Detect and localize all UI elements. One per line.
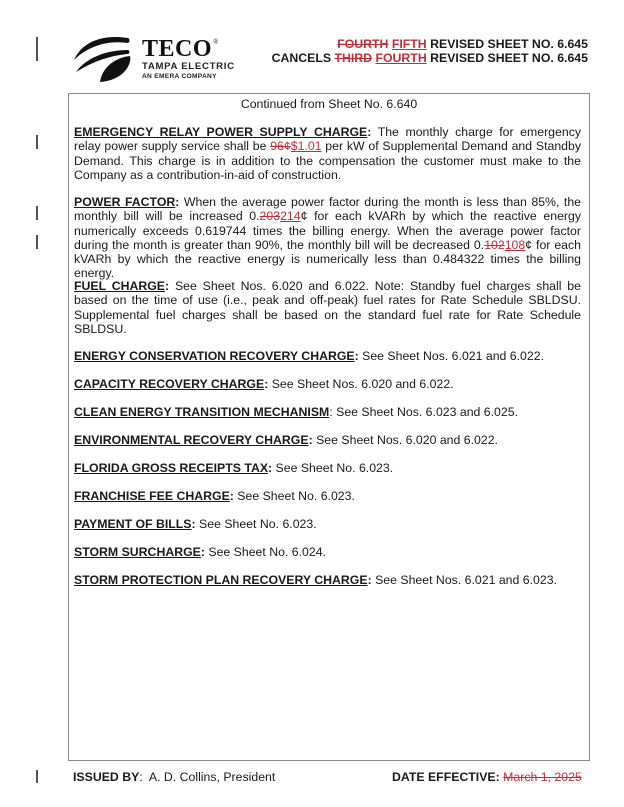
deleted-revision: THIRD <box>334 51 373 65</box>
deleted-value: 203 <box>259 209 281 224</box>
change-bar <box>36 206 38 220</box>
tariff-content-box <box>68 93 590 761</box>
deleted-revision: FOURTH <box>337 37 389 51</box>
section-clean-energy: CLEAN ENERGY TRANSITION MECHANISM: See Sheet Nos. 6.023 and 6.025. <box>74 405 518 419</box>
section-fuel-charge: FUEL CHARGE: See Sheet Nos. 6.020 and 6.022. Note: Standby fuel charges shall be based on the time of use (i.e., peak and off-peak) fuel rates for Rate Schedule SBLDSU. Supplemental fuel charges shall be based on the standard fuel rate for Rate Schedule SBLDSU. <box>74 279 581 336</box>
teco-swoosh-icon <box>72 34 136 84</box>
section-franchise-fee: FRANCHISE FEE CHARGE: See Sheet No. 6.023. <box>74 489 355 503</box>
inserted-revision: FIFTH <box>391 37 427 51</box>
change-bar <box>36 235 38 249</box>
section-energy-conservation: ENERGY CONSERVATION RECOVERY CHARGE: See Sheet Nos. 6.021 and 6.022. <box>74 349 544 363</box>
section-emergency-relay: EMERGENCY RELAY POWER SUPPLY CHARGE: The monthly charge for emergency relay power supply service shall be 96¢$1.01 per kW of Supplemental Demand and Standby Demand. This charge is in addition to the compensation the customer must make to the Company as a contribution-in-aid of construction. <box>74 125 581 182</box>
teco-logo <box>72 34 242 84</box>
section-storm-protection: STORM PROTECTION PLAN RECOVERY CHARGE: See Sheet Nos. 6.021 and 6.023. <box>74 573 557 587</box>
section-heading: CAPACITY RECOVERY CHARGE <box>74 377 265 391</box>
section-heading: STORM PROTECTION PLAN RECOVERY CHARGE <box>74 573 368 587</box>
section-heading: FUEL CHARGE <box>74 279 166 293</box>
change-bar <box>36 135 38 149</box>
cancels-sheet-line: CANCELS THIRD FOURTH REVISED SHEET NO. 6.645 <box>271 51 588 65</box>
change-bar <box>36 37 38 61</box>
change-bar <box>36 770 38 783</box>
section-heading: PAYMENT OF BILLS <box>74 517 192 531</box>
section-capacity-recovery: CAPACITY RECOVERY CHARGE: See Sheet Nos. 6.020 and 6.022. <box>74 377 454 391</box>
inserted-value: 108 <box>504 237 526 252</box>
deleted-date: March 1, 2025 <box>503 770 582 784</box>
section-environmental-recovery: ENVIRONMENTAL RECOVERY CHARGE: See Sheet Nos. 6.020 and 6.022. <box>74 433 498 447</box>
date-effective-label: DATE EFFECTIVE: <box>392 770 504 784</box>
deleted-value: 102 <box>484 237 505 252</box>
issued-by-label: ISSUED BY <box>73 770 140 784</box>
inserted-value: $1.01 <box>290 139 322 154</box>
section-heading: CLEAN ENERGY TRANSITION MECHANISM <box>74 405 330 419</box>
sheet-header <box>272 37 588 65</box>
section-florida-gross-receipts: FLORIDA GROSS RECEIPTS TAX: See Sheet No. 6.023. <box>74 461 394 475</box>
section-heading: ENVIRONMENTAL RECOVERY CHARGE <box>74 433 309 447</box>
inserted-revision: FOURTH <box>375 51 427 65</box>
issued-by: ISSUED BY: A. D. Collins, President <box>73 770 276 784</box>
date-effective <box>392 770 582 784</box>
section-heading: FRANCHISE FEE CHARGE <box>74 489 230 503</box>
section-heading: EMERGENCY RELAY POWER SUPPLY CHARGE <box>74 125 368 139</box>
section-storm-surcharge: STORM SURCHARGE: See Sheet No. 6.024. <box>74 545 326 559</box>
section-heading: STORM SURCHARGE <box>74 545 201 559</box>
deleted-value: 96¢ <box>270 139 291 154</box>
revised-sheet-line: FOURTH FIFTH REVISED SHEET NO. 6.645 <box>337 37 588 51</box>
section-heading: ENERGY CONSERVATION RECOVERY CHARGE <box>74 349 355 363</box>
section-power-factor: POWER FACTOR: When the average power factor during the month is less than 85%, the monthly bill will be increased 0.203214¢ for each kVARh by which the reactive energy numerically exceeds 0.619744 times the billing energy. When the average power factor during the month is greater than 90%, the monthly bill will be decreased 0.102108¢ for each kVARh by which the reactive energy is numerically less than 0.484322 times the billing energy. <box>74 195 581 281</box>
continued-note: Continued from Sheet No. 6.640 <box>240 97 418 111</box>
section-heading: FLORIDA GROSS RECEIPTS TAX <box>74 461 269 475</box>
inserted-value: 214 <box>280 209 301 224</box>
issued-by-value: A. D. Collins, President <box>142 770 276 784</box>
section-payment-of-bills: PAYMENT OF BILLS: See Sheet No. 6.023. <box>74 517 317 531</box>
logo-subtitle: TAMPA ELECTRIC <box>142 61 235 72</box>
section-heading: POWER FACTOR <box>74 195 176 209</box>
logo-tagline: AN EMERA COMPANY <box>142 73 217 80</box>
logo-brand: TECO® <box>142 36 219 62</box>
